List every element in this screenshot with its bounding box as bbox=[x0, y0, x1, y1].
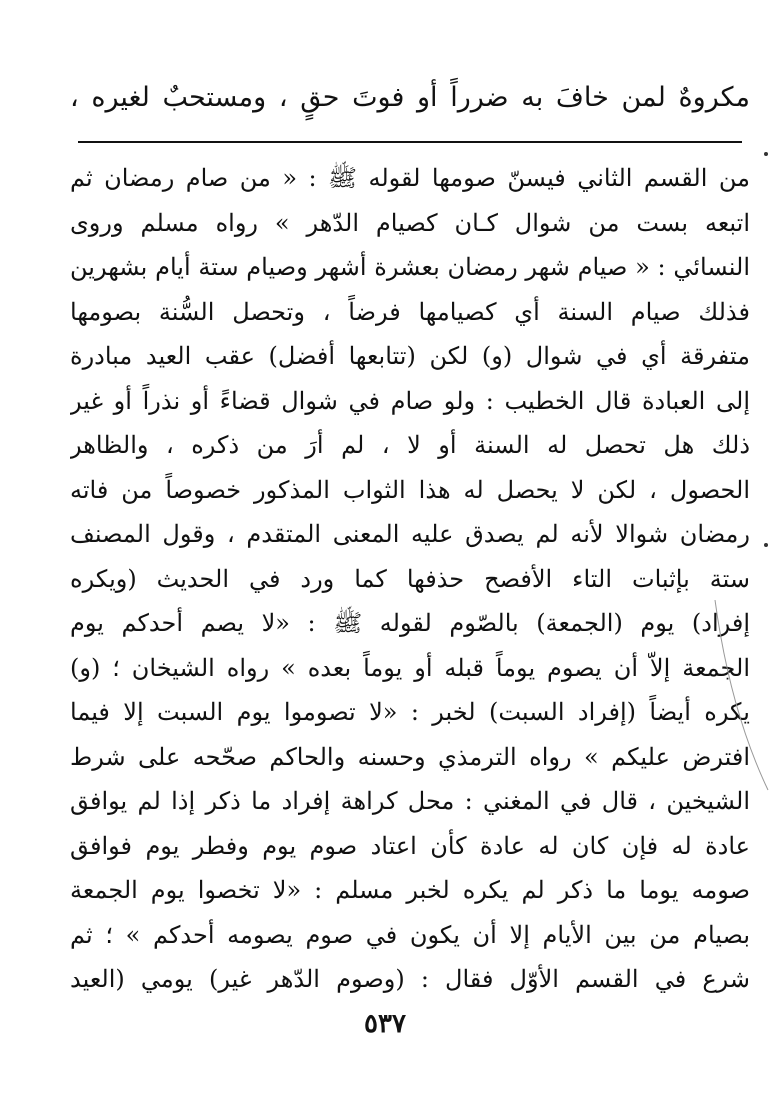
text-line: الشيخين ، قال في المغني : محل كراهة إفراد ما ذكر إذا لم يوافق bbox=[70, 787, 750, 815]
text-line: ذلك هل تحصل له السنة أو لا ، لم أرَ من ذكره ، والظاهر bbox=[70, 431, 750, 459]
text-line: اتبعه بست من شوال كـان كصيام الدّهر » رواه مسلم وروى bbox=[70, 208, 750, 237]
text-line: الجمعة إلاّ أن يصوم يوماً قبله أو يوماً بعده » رواه الشيخان ؛ (و) bbox=[70, 653, 750, 682]
edge-speck bbox=[764, 152, 768, 156]
text-line: صومه يوما ما ذكر لم يكره لخبر مسلم : «لا تخصوا يوم الجمعة bbox=[70, 876, 750, 904]
text-line: من القسم الثاني فيسنّ صومها لقوله ﷺ : « من صام رمضان ثم bbox=[70, 164, 750, 192]
text-line: إلى العبادة قال الخطيب : ولو صام في شوال قضاءً أو نذراً أو غير bbox=[70, 386, 750, 415]
page-number: ٥٣٧ bbox=[364, 1009, 406, 1039]
text-line: النسائي : « صيام شهر رمضان بعشرة أشهر وصيام ستة أيام بشهرين bbox=[70, 253, 750, 281]
body-text bbox=[70, 156, 750, 1002]
text-line: متفرقة أي في شوال (و) لكن (تتابعها أفضل) عقب العيد مبادرة bbox=[70, 342, 750, 370]
text-line: الحصول ، لكن لا يحصل له هذا الثواب المذكور خصوصاً من فاته bbox=[70, 475, 750, 504]
text-line: يكره أيضاً (إفراد السبت) لخبر : «لا تصوموا يوم السبت إلا فيما bbox=[70, 698, 750, 726]
edge-speck bbox=[764, 543, 768, 547]
text-line: ستة بإثبات التاء الأفصح حذفها كما ورد في الحديث (ويكره bbox=[70, 564, 750, 593]
text-line: بصيام من بين الأيام إلا أن يكون في صوم يصومه أحدكم » ؛ ثم bbox=[70, 920, 750, 949]
text-line: إفراد) يوم (الجمعة) بالصّوم لقوله ﷺ : «لا يصم أحدكم يوم bbox=[70, 609, 750, 637]
text-line: شرع في القسم الأوّل فقال : (وصوم الدّهر غير) يومي (العيد bbox=[70, 965, 750, 993]
header-line: مكروهٌ لمن خافَ به ضرراً أو فوتَ حقٍ ، ومستحبٌ لغيره ، bbox=[70, 82, 750, 113]
text-line: رمضان شوالا لأنه لم يصدق عليه المعنى المتقدم ، وقول المصنف bbox=[70, 520, 750, 548]
page-binding-shadow bbox=[710, 600, 770, 800]
text-line: فذلك صيام السنة أي كصيامها فرضاً ، وتحصل السُّنة بصومها bbox=[70, 297, 750, 326]
text-line: عادة له فإن كان له عادة كأن اعتاد صوم يوم وفطر يوم فوافق bbox=[70, 831, 750, 860]
header-rule bbox=[78, 141, 742, 143]
text-line: افترض عليكم » رواه الترمذي وحسنه والحاكم صحّحه على شرط bbox=[70, 742, 750, 771]
